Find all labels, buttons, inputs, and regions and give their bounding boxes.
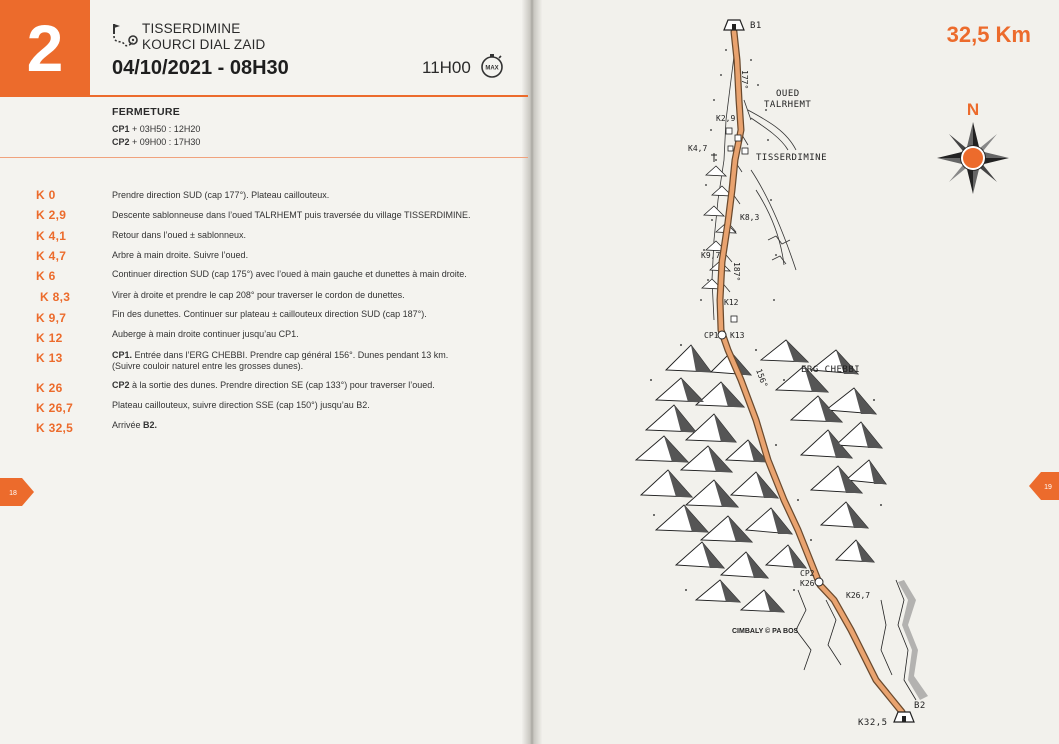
- closing-title: FERMETURE: [112, 106, 181, 118]
- label-k47: K4,7: [688, 144, 708, 153]
- auberge-icon: [731, 316, 737, 322]
- compass-rose-icon: [937, 100, 1009, 194]
- instruction: Retour dans l’oued ± sablonneux.: [112, 230, 247, 240]
- instruction: CP2 à la sortie des dunes. Prendre direction SE (cap 133°) pour traverser l’oued.: [112, 380, 435, 390]
- stage-distance: 32,5 Km: [946, 22, 1031, 47]
- instruction: Virer à droite et prendre le cap 208° pour traverser le cordon de dunettes.: [112, 290, 405, 300]
- closing-row-cp1: CP1 + 03H50 : 12H20: [112, 124, 201, 134]
- label-cap156: 156°: [754, 367, 770, 389]
- cp1-marker: [718, 331, 726, 339]
- closing-row-cp2: CP2 + 09H00 : 17H30: [112, 137, 201, 147]
- page-number-tab-left: [0, 478, 34, 506]
- roadbook-row: [0, 249, 528, 269]
- compass-north-letter: N: [966, 100, 980, 119]
- km-marker: K 26: [36, 381, 63, 395]
- instruction: Arbre à main droite. Suivre l’oued.: [112, 250, 249, 260]
- label-k267: K26,7: [846, 591, 871, 600]
- page-number-left: 18: [9, 490, 17, 497]
- km-marker: K 2,9: [36, 208, 67, 222]
- stage-date: 04/10/2021 - 08H30: [112, 57, 289, 79]
- max-label: MAX: [485, 65, 499, 72]
- label-cap177: 177°: [740, 70, 749, 90]
- roadbook-row: [0, 188, 528, 208]
- label-cp2: CP2: [800, 569, 815, 578]
- km-marker: K 4,1: [36, 229, 67, 243]
- label-k325: K32,5: [858, 718, 888, 728]
- stage-number-badge: [0, 0, 90, 95]
- km-marker: K 32,5: [36, 421, 74, 435]
- km-marker: K 6: [36, 269, 56, 283]
- instruction: Plateau caillouteux, suivre direction SSE (cap 150°) jusqu’au B2.: [112, 400, 370, 410]
- roadbook-row: [0, 229, 528, 249]
- instruction: Auberge à main droite continuer jusqu’au CP1.: [112, 329, 299, 339]
- label-k13: K13: [730, 331, 745, 340]
- cp2-marker: [815, 578, 823, 586]
- route-map: [536, 0, 1059, 744]
- label-b1: B1: [750, 21, 762, 31]
- label-b2: B2: [914, 701, 926, 711]
- closing-times: [112, 106, 200, 149]
- km-marker: K 4,7: [36, 249, 67, 263]
- label-k12: K12: [724, 298, 739, 307]
- map-credit: CIMBALY © PA BOS: [732, 628, 799, 635]
- km-marker: K 12: [36, 331, 63, 345]
- km-marker: K 26,7: [36, 401, 74, 415]
- route-icon: [108, 20, 140, 52]
- b1-marker: [724, 20, 762, 31]
- km-marker: K 9,7: [36, 311, 67, 325]
- instruction: Continuer direction SUD (cap 175°) avec l’oued à main gauche et dunettes à main droite.: [112, 269, 467, 279]
- instruction: Descente sablonneuse dans l’oued TALRHEMT puis traversée du village TISSERDIMINE.: [112, 210, 471, 220]
- left-page: [0, 0, 528, 744]
- roadbook-row: [0, 351, 528, 371]
- label-k83: K8,3: [740, 213, 760, 222]
- roadbook-row: [0, 269, 528, 289]
- label-k29: K2,9: [716, 114, 736, 123]
- stage-places: [142, 21, 265, 53]
- instruction: Arrivée B2.: [112, 420, 158, 430]
- label-tisserdimine: TISSERDIMINE: [756, 153, 828, 163]
- instruction: CP1. Entrée dans l’ERG CHEBBI. Prendre cap général 156°. Dunes pendant 13 km. (Suivre couloir naturel entre les grosses dunes).: [112, 350, 449, 371]
- roadbook-row: [0, 331, 528, 351]
- stage-max-duration: 11H00: [422, 58, 471, 77]
- instruction: Fin des dunettes. Continuer sur plateau ± caillouteux direction SUD (cap 187°).: [112, 309, 427, 319]
- lower-oued-fill: [898, 580, 928, 700]
- start-place: TISSERDIMINE: [142, 21, 241, 36]
- km-marker: K 8,3: [40, 290, 71, 304]
- label-k26: K26: [800, 579, 815, 588]
- roadbook-row: [0, 208, 528, 228]
- label-cp1: CP1: [704, 331, 719, 340]
- roadbook-row: [0, 401, 528, 421]
- stopwatch-icon: [479, 53, 505, 79]
- page-number-right: 19: [1044, 484, 1052, 491]
- roadbook-row: [0, 381, 528, 401]
- label-erg-chebbi: ERG CHEBBI: [801, 365, 861, 375]
- header-divider: [0, 95, 528, 97]
- km-marker: K 0: [36, 188, 56, 202]
- label-talrhemt: TALRHEMT: [764, 100, 812, 110]
- instruction: Prendre direction SUD (cap 177°). Plateau caillouteux.: [112, 190, 330, 200]
- label-oued: OUED: [776, 89, 800, 99]
- stage-number: 2: [26, 10, 64, 85]
- roadbook-row: [0, 290, 528, 310]
- km-marker: K 13: [36, 351, 63, 365]
- section-divider: [0, 157, 528, 158]
- label-cap187: 187°: [732, 262, 741, 282]
- roadbook-row: [0, 421, 528, 441]
- end-place: KOURCI DIAL ZAID: [142, 37, 266, 52]
- label-k97: K9,7: [701, 251, 721, 260]
- roadbook-row: [0, 311, 528, 331]
